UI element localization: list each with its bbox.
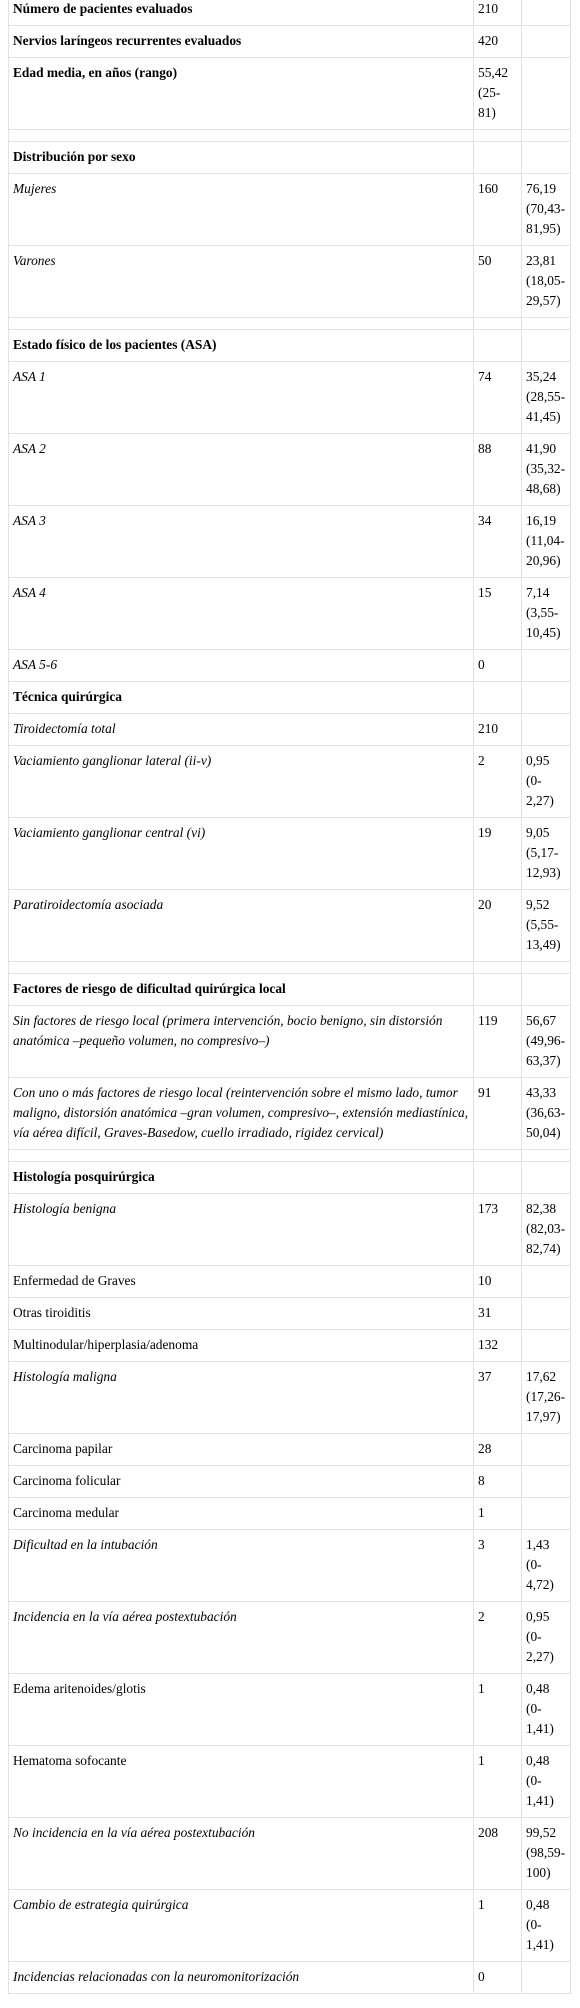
percent-cell: 82,38 (82,03-82,74) [522, 1194, 571, 1266]
spacer-row [9, 318, 571, 330]
percent-cell [522, 130, 571, 142]
row-label: Número de pacientes evaluados [9, 0, 474, 26]
percent-cell [522, 318, 571, 330]
count-cell: 31 [474, 1298, 522, 1330]
count-cell: 1 [474, 1746, 522, 1818]
percent-cell: 17,62 (17,26-17,97) [522, 1362, 571, 1434]
table-row [9, 1530, 571, 1602]
row-label: Estado físico de los pacientes (ASA) [9, 330, 474, 362]
count-cell: 0 [474, 1962, 522, 1994]
percent-cell: 43,33 (36,63-50,04) [522, 1078, 571, 1150]
percent-cell: 23,81 (18,05-29,57) [522, 246, 571, 318]
count-cell [474, 330, 522, 362]
count-cell: 2 [474, 746, 522, 818]
percent-cell: 41,90 (35,32-48,68) [522, 434, 571, 506]
count-cell: 88 [474, 434, 522, 506]
table-row [9, 1466, 571, 1498]
table-row [9, 650, 571, 682]
percent-cell [522, 26, 571, 58]
row-label: Carcinoma folicular [9, 1466, 474, 1498]
count-cell: 1 [474, 1674, 522, 1746]
row-label: Sin factores de riesgo local (primera intervención, bocio benigno, sin distorsión anatómica –pequeño volumen, no compresivo–) [9, 1006, 474, 1078]
row-label: Histología maligna [9, 1362, 474, 1434]
table-row [9, 1890, 571, 1962]
row-label: Histología posquirúrgica [9, 1162, 474, 1194]
table-row [9, 1746, 571, 1818]
count-cell: 91 [474, 1078, 522, 1150]
percent-cell [522, 974, 571, 1006]
count-cell: 420 [474, 26, 522, 58]
section-row [9, 58, 571, 130]
spacer-row [9, 1150, 571, 1162]
table-row [9, 174, 571, 246]
count-cell: 210 [474, 0, 522, 26]
table-row [9, 1078, 571, 1150]
row-label: ASA 3 [9, 506, 474, 578]
count-cell: 55,42 (25-81) [474, 58, 522, 130]
table-row [9, 746, 571, 818]
count-cell: 10 [474, 1266, 522, 1298]
percent-cell [522, 1498, 571, 1530]
count-cell [474, 962, 522, 974]
percent-cell: 35,24 (28,55-41,45) [522, 362, 571, 434]
table-row [9, 1330, 571, 1362]
table-row [9, 1498, 571, 1530]
percent-cell [522, 0, 571, 26]
percent-cell [522, 650, 571, 682]
table-row [9, 1266, 571, 1298]
table-row [9, 506, 571, 578]
table-row [9, 578, 571, 650]
section-row [9, 142, 571, 174]
row-label: ASA 1 [9, 362, 474, 434]
table-row [9, 714, 571, 746]
count-cell: 1 [474, 1890, 522, 1962]
row-label [9, 1150, 474, 1162]
table-row [9, 1818, 571, 1890]
row-label: Cambio de estrategia quirúrgica [9, 1890, 474, 1962]
row-label [9, 318, 474, 330]
table-row [9, 1962, 571, 1994]
row-label: Dificultad en la intubación [9, 1530, 474, 1602]
percent-cell [522, 1266, 571, 1298]
percent-cell: 56,67 (49,96-63,37) [522, 1006, 571, 1078]
row-label: No incidencia en la vía aérea postextubación [9, 1818, 474, 1890]
percent-cell: 0,95 (0-2,27) [522, 1602, 571, 1674]
count-cell: 8 [474, 1466, 522, 1498]
count-cell [474, 682, 522, 714]
percent-cell [522, 1150, 571, 1162]
count-cell: 210 [474, 714, 522, 746]
percent-cell [522, 1298, 571, 1330]
count-cell [474, 318, 522, 330]
count-cell: 15 [474, 578, 522, 650]
row-label: Multinodular/hiperplasia/adenoma [9, 1330, 474, 1362]
section-row [9, 0, 571, 26]
percent-cell [522, 1962, 571, 1994]
percent-cell: 7,14 (3,55-10,45) [522, 578, 571, 650]
row-label: Paratiroidectomía asociada [9, 890, 474, 962]
row-label: Edad media, en años (rango) [9, 58, 474, 130]
percent-cell: 0,95 (0-2,27) [522, 746, 571, 818]
row-label: Tiroidectomía total [9, 714, 474, 746]
percent-cell [522, 962, 571, 974]
table-row [9, 1434, 571, 1466]
count-cell: 208 [474, 1818, 522, 1890]
count-cell: 28 [474, 1434, 522, 1466]
table-row [9, 1298, 571, 1330]
percent-cell [522, 714, 571, 746]
row-label: Vaciamiento ganglionar lateral (ii-v) [9, 746, 474, 818]
percent-cell: 76,19 (70,43-81,95) [522, 174, 571, 246]
row-label: Factores de riesgo de dificultad quirúrgica local [9, 974, 474, 1006]
count-cell: 173 [474, 1194, 522, 1266]
count-cell [474, 1162, 522, 1194]
row-label: Hematoma sofocante [9, 1746, 474, 1818]
percent-cell [522, 1162, 571, 1194]
row-label: Varones [9, 246, 474, 318]
table-row [9, 1602, 571, 1674]
count-cell [474, 130, 522, 142]
count-cell: 20 [474, 890, 522, 962]
count-cell: 160 [474, 174, 522, 246]
row-label: ASA 5-6 [9, 650, 474, 682]
table-row [9, 890, 571, 962]
patient-characteristics-table [8, 0, 571, 1994]
row-label [9, 962, 474, 974]
percent-cell: 0,48 (0-1,41) [522, 1890, 571, 1962]
count-cell: 0 [474, 650, 522, 682]
row-label: Incidencias relacionadas con la neuromonitorización [9, 1962, 474, 1994]
row-label: Nervios laríngeos recurrentes evaluados [9, 26, 474, 58]
section-row [9, 974, 571, 1006]
row-label: Otras tiroiditis [9, 1298, 474, 1330]
percent-cell [522, 142, 571, 174]
row-label: Carcinoma medular [9, 1498, 474, 1530]
section-row [9, 1162, 571, 1194]
row-label: Técnica quirúrgica [9, 682, 474, 714]
table-row [9, 1362, 571, 1434]
count-cell: 50 [474, 246, 522, 318]
count-cell [474, 142, 522, 174]
row-label: Histología benigna [9, 1194, 474, 1266]
spacer-row [9, 962, 571, 974]
count-cell: 119 [474, 1006, 522, 1078]
row-label: Enfermedad de Graves [9, 1266, 474, 1298]
section-row [9, 26, 571, 58]
row-label [9, 130, 474, 142]
percent-cell: 9,52 (5,55-13,49) [522, 890, 571, 962]
count-cell: 132 [474, 1330, 522, 1362]
table-row [9, 362, 571, 434]
percent-cell: 99,52 (98,59-100) [522, 1818, 571, 1890]
percent-cell: 0,48 (0-1,41) [522, 1746, 571, 1818]
row-label: Con uno o más factores de riesgo local (reintervención sobre el mismo lado, tumor maligno, distorsión anatómica –gran volumen, compresivo–, extensión mediastínica, vía aérea difícil, Graves-Basedow, cuello irradiado, rigidez cervical) [9, 1078, 474, 1150]
count-cell [474, 1150, 522, 1162]
count-cell [474, 974, 522, 1006]
percent-cell [522, 330, 571, 362]
row-label: ASA 4 [9, 578, 474, 650]
percent-cell: 9,05 (5,17-12,93) [522, 818, 571, 890]
table-row [9, 434, 571, 506]
table-row [9, 1674, 571, 1746]
percent-cell [522, 682, 571, 714]
percent-cell: 0,48 (0-1,41) [522, 1674, 571, 1746]
spacer-row [9, 130, 571, 142]
row-label: Distribución por sexo [9, 142, 474, 174]
table-row [9, 246, 571, 318]
section-row [9, 330, 571, 362]
section-row [9, 682, 571, 714]
row-label: Mujeres [9, 174, 474, 246]
row-label: ASA 2 [9, 434, 474, 506]
count-cell: 2 [474, 1602, 522, 1674]
count-cell: 34 [474, 506, 522, 578]
count-cell: 74 [474, 362, 522, 434]
percent-cell [522, 1466, 571, 1498]
table-row [9, 1006, 571, 1078]
percent-cell [522, 1330, 571, 1362]
count-cell: 1 [474, 1498, 522, 1530]
table-row [9, 818, 571, 890]
percent-cell [522, 1434, 571, 1466]
row-label: Incidencia en la vía aérea postextubación [9, 1602, 474, 1674]
count-cell: 19 [474, 818, 522, 890]
table-row [9, 1194, 571, 1266]
row-label: Vaciamiento ganglionar central (vi) [9, 818, 474, 890]
count-cell: 3 [474, 1530, 522, 1602]
count-cell: 37 [474, 1362, 522, 1434]
percent-cell [522, 58, 571, 130]
row-label: Carcinoma papilar [9, 1434, 474, 1466]
table-body [9, 0, 571, 1994]
row-label: Edema aritenoides/glotis [9, 1674, 474, 1746]
percent-cell: 1,43 (0-4,72) [522, 1530, 571, 1602]
percent-cell: 16,19 (11,04-20,96) [522, 506, 571, 578]
